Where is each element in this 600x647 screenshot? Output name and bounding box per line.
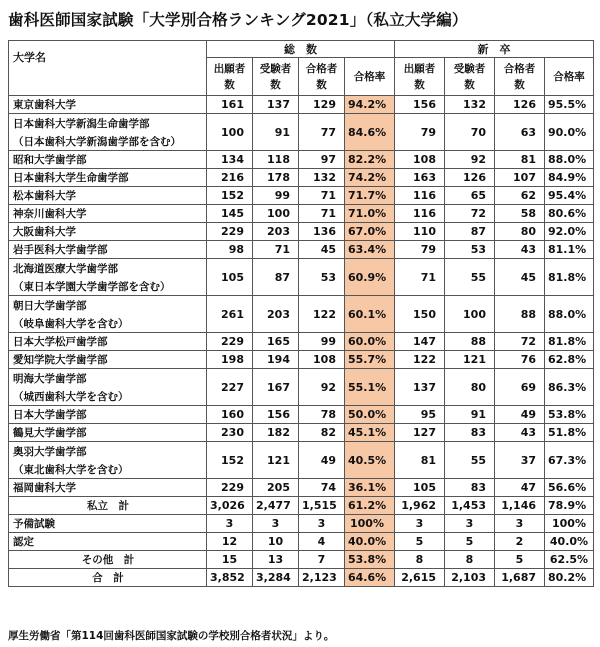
- total-group-header: 総 数: [207, 41, 395, 58]
- university-name: [9, 351, 207, 369]
- total-pass-rate: 40.0%: [345, 533, 395, 551]
- new-app-cell: 147: [395, 333, 445, 351]
- total-exam-cell: 203: [253, 223, 299, 241]
- university-name: [9, 569, 207, 587]
- total-exam-cell: 178: [253, 169, 299, 187]
- total-pass-rate: 94.2%: [345, 96, 395, 114]
- university-name-note: （日本歯科大学新潟歯学部を含む）: [13, 135, 181, 148]
- total-exam-cell: 3,284: [253, 569, 299, 587]
- total-passers-header: 合格者 数: [299, 58, 345, 96]
- new-rate-cell: 81.8%: [545, 333, 594, 351]
- university-name-line: 松本歯科大学: [13, 190, 76, 202]
- new-exam-cell: 83: [445, 479, 495, 497]
- university-name-line: 大阪歯科大学: [13, 226, 76, 238]
- university-name-line: 神奈川歯科大学: [13, 208, 87, 220]
- total-app-cell: 160: [207, 406, 253, 424]
- new-exam-cell: 121: [445, 351, 495, 369]
- university-name-line: 東京歯科大学: [13, 99, 76, 111]
- new-rate-cell: 62.5%: [545, 551, 594, 569]
- total-pass-cell: 2,123: [299, 569, 345, 587]
- total-pass-rate: 61.2%: [345, 497, 395, 515]
- new-app-cell: 8: [395, 551, 445, 569]
- total-app-cell: 229: [207, 223, 253, 241]
- university-name-note: （城西歯科大学を含む）: [13, 390, 129, 403]
- table-row: [9, 259, 594, 296]
- new-exam-cell: 91: [445, 406, 495, 424]
- total-pass-cell: 7: [299, 551, 345, 569]
- new-rate-cell: 67.3%: [545, 442, 594, 479]
- new-pass-cell: 126: [495, 96, 545, 114]
- page-title: 歯科医師国家試験「大学別合格ランキング2021」（私立大学編）: [8, 11, 468, 29]
- ranking-table: [8, 40, 594, 587]
- total-pass-rate: 60.1%: [345, 296, 395, 333]
- new-pass-cell: 47: [495, 479, 545, 497]
- total-exam-cell: 71: [253, 241, 299, 259]
- new-exam-cell: 55: [445, 259, 495, 296]
- university-name: [9, 169, 207, 187]
- new-rate-cell: 88.0%: [545, 151, 594, 169]
- table-row: [9, 533, 594, 551]
- new-pass-cell: 45: [495, 259, 545, 296]
- table-row: [9, 479, 594, 497]
- university-name-line: 鶴見大学歯学部: [13, 427, 87, 439]
- new-exam-cell: 72: [445, 205, 495, 223]
- university-name: [9, 369, 207, 406]
- new-app-cell: 108: [395, 151, 445, 169]
- new-app-cell: 122: [395, 351, 445, 369]
- new-exam-cell: 55: [445, 442, 495, 479]
- total-app-cell: 230: [207, 424, 253, 442]
- university-name: [9, 333, 207, 351]
- new-pass-cell: 49: [495, 406, 545, 424]
- new-pass-cell: 2: [495, 533, 545, 551]
- new-exam-cell: 100: [445, 296, 495, 333]
- total-pass-rate: 60.9%: [345, 259, 395, 296]
- new-pass-cell: 76: [495, 351, 545, 369]
- total-pass-cell: 49: [299, 442, 345, 479]
- university-name-line: 日本大学松戸歯学部: [13, 336, 108, 348]
- new-pass-cell: 107: [495, 169, 545, 187]
- total-exam-cell: 99: [253, 187, 299, 205]
- university-name-line: 昭和大学歯学部: [13, 154, 87, 166]
- new-exam-cell: 8: [445, 551, 495, 569]
- total-app-cell: 229: [207, 479, 253, 497]
- total-app-cell: 105: [207, 259, 253, 296]
- new-exam-cell: 83: [445, 424, 495, 442]
- table-row: [9, 369, 594, 406]
- total-pass-cell: 99: [299, 333, 345, 351]
- table-row: [9, 497, 594, 515]
- new-pass-cell: 5: [495, 551, 545, 569]
- total-app-cell: 152: [207, 187, 253, 205]
- new-app-cell: 116: [395, 205, 445, 223]
- new-rate-cell: 84.9%: [545, 169, 594, 187]
- new-pass-cell: 1,146: [495, 497, 545, 515]
- new-app-cell: 137: [395, 369, 445, 406]
- university-name: [9, 259, 207, 296]
- new-pass-cell: 88: [495, 296, 545, 333]
- total-exam-cell: 167: [253, 369, 299, 406]
- total-pass-cell: 45: [299, 241, 345, 259]
- university-name-line: 合 計: [92, 572, 124, 584]
- university-name-line: 朝日大学歯学部: [13, 299, 87, 312]
- table-row: [9, 351, 594, 369]
- university-name-line: 北海道医療大学歯学部: [13, 262, 118, 275]
- new-rate-cell: 100%: [545, 515, 594, 533]
- total-app-cell: 98: [207, 241, 253, 259]
- table-row: [9, 151, 594, 169]
- new-rate-cell: 81.8%: [545, 259, 594, 296]
- table-row: [9, 187, 594, 205]
- new-rate-cell: 53.8%: [545, 406, 594, 424]
- new-rate-cell: 40.0%: [545, 533, 594, 551]
- total-pass-rate: 40.5%: [345, 442, 395, 479]
- total-pass-rate: 74.2%: [345, 169, 395, 187]
- table-row: [9, 424, 594, 442]
- new-app-cell: 105: [395, 479, 445, 497]
- university-name-note: （東北歯科大学を含む）: [13, 463, 129, 476]
- university-name-line: 岩手医科大学歯学部: [13, 244, 108, 256]
- new-exam-cell: 2,103: [445, 569, 495, 587]
- table-row: [9, 515, 594, 533]
- total-app-cell: 100: [207, 114, 253, 151]
- new-app-cell: 79: [395, 241, 445, 259]
- new-rate-cell: 90.0%: [545, 114, 594, 151]
- total-app-cell: 152: [207, 442, 253, 479]
- total-exam-cell: 194: [253, 351, 299, 369]
- total-exam-cell: 165: [253, 333, 299, 351]
- total-app-cell: 145: [207, 205, 253, 223]
- total-app-cell: 198: [207, 351, 253, 369]
- total-exam-cell: 3: [253, 515, 299, 533]
- total-app-cell: 12: [207, 533, 253, 551]
- new-examinees-header: 受験者 数: [445, 58, 495, 96]
- total-pass-rate: 55.7%: [345, 351, 395, 369]
- university-name: [9, 114, 207, 151]
- university-name-note: （東日本学園大学歯学部を含む）: [13, 280, 171, 293]
- university-name-line: 予備試験: [13, 518, 55, 530]
- new-exam-cell: 65: [445, 187, 495, 205]
- total-pass-rate: 63.4%: [345, 241, 395, 259]
- new-app-cell: 71: [395, 259, 445, 296]
- source-footnote: 厚生労働省「第114回歯科医師国家試験の学校別合格者状況」より。: [8, 630, 335, 642]
- total-pass-cell: 92: [299, 369, 345, 406]
- total-pass-cell: 122: [299, 296, 345, 333]
- total-pass-rate: 55.1%: [345, 369, 395, 406]
- new-pass-cell: 81: [495, 151, 545, 169]
- total-pass-rate: 84.6%: [345, 114, 395, 151]
- total-app-cell: 15: [207, 551, 253, 569]
- total-app-cell: 261: [207, 296, 253, 333]
- new-exam-cell: 80: [445, 369, 495, 406]
- new-rate-cell: 95.5%: [545, 96, 594, 114]
- table-row: [9, 205, 594, 223]
- total-exam-cell: 137: [253, 96, 299, 114]
- university-name-line: 私立 計: [87, 500, 129, 512]
- new-rate-cell: 51.8%: [545, 424, 594, 442]
- university-name: [9, 187, 207, 205]
- total-exam-cell: 203: [253, 296, 299, 333]
- total-exam-cell: 182: [253, 424, 299, 442]
- new-rate-cell: 86.3%: [545, 369, 594, 406]
- university-name-line: 福岡歯科大学: [13, 482, 76, 494]
- total-exam-cell: 13: [253, 551, 299, 569]
- total-exam-cell: 205: [253, 479, 299, 497]
- university-name: [9, 479, 207, 497]
- university-name: [9, 296, 207, 333]
- total-pass-cell: 77: [299, 114, 345, 151]
- new-applicants-header: 出願者 数: [395, 58, 445, 96]
- new-exam-cell: 92: [445, 151, 495, 169]
- table-row: [9, 569, 594, 587]
- table-body: [9, 96, 594, 587]
- university-name-line: 明海大学歯学部: [13, 372, 87, 385]
- total-pass-cell: 78: [299, 406, 345, 424]
- total-app-cell: 3,026: [207, 497, 253, 515]
- total-pass-cell: 136: [299, 223, 345, 241]
- new-app-cell: 127: [395, 424, 445, 442]
- total-applicants-header: 出願者 数: [207, 58, 253, 96]
- university-name: [9, 515, 207, 533]
- total-pass-rate: 36.1%: [345, 479, 395, 497]
- university-name-line: 日本歯科大学新潟生命歯学部: [13, 117, 150, 130]
- university-name: [9, 406, 207, 424]
- total-exam-cell: 87: [253, 259, 299, 296]
- total-pass-rate: 82.2%: [345, 151, 395, 169]
- new-app-cell: 116: [395, 187, 445, 205]
- new-grad-group-header: 新 卒: [395, 41, 594, 58]
- university-name: [9, 96, 207, 114]
- total-pass-cell: 4: [299, 533, 345, 551]
- total-app-cell: 161: [207, 96, 253, 114]
- total-pass-cell: 1,515: [299, 497, 345, 515]
- university-name: [9, 151, 207, 169]
- new-app-cell: 150: [395, 296, 445, 333]
- new-rate-cell: 81.1%: [545, 241, 594, 259]
- total-pass-cell: 71: [299, 187, 345, 205]
- new-rate-cell: 62.8%: [545, 351, 594, 369]
- university-name: [9, 497, 207, 515]
- total-pass-rate: 60.0%: [345, 333, 395, 351]
- total-pass-cell: 132: [299, 169, 345, 187]
- total-pass-rate: 50.0%: [345, 406, 395, 424]
- total-pass-rate: 45.1%: [345, 424, 395, 442]
- university-name: [9, 205, 207, 223]
- new-rate-cell: 56.6%: [545, 479, 594, 497]
- university-name: [9, 533, 207, 551]
- table-row: [9, 223, 594, 241]
- university-name-line: その他 計: [81, 554, 135, 566]
- new-exam-cell: 126: [445, 169, 495, 187]
- new-rate-cell: 80.2%: [545, 569, 594, 587]
- university-name-line: 日本歯科大学生命歯学部: [13, 172, 129, 184]
- new-exam-cell: 88: [445, 333, 495, 351]
- total-pass-cell: 71: [299, 205, 345, 223]
- table-row: [9, 406, 594, 424]
- new-app-cell: 2,615: [395, 569, 445, 587]
- total-pass-cell: 74: [299, 479, 345, 497]
- total-app-cell: 3: [207, 515, 253, 533]
- total-app-cell: 227: [207, 369, 253, 406]
- new-pass-cell: 1,687: [495, 569, 545, 587]
- total-exam-cell: 91: [253, 114, 299, 151]
- new-pass-cell: 62: [495, 187, 545, 205]
- total-exam-cell: 118: [253, 151, 299, 169]
- new-exam-cell: 87: [445, 223, 495, 241]
- new-pass-cell: 63: [495, 114, 545, 151]
- total-exam-cell: 2,477: [253, 497, 299, 515]
- new-pass-cell: 43: [495, 241, 545, 259]
- new-rate-header: 合格率: [545, 58, 594, 96]
- new-pass-cell: 72: [495, 333, 545, 351]
- table-row: [9, 551, 594, 569]
- total-examinees-header: 受験者 数: [253, 58, 299, 96]
- new-app-cell: 163: [395, 169, 445, 187]
- university-name-line: 認定: [13, 536, 34, 548]
- total-pass-cell: 129: [299, 96, 345, 114]
- new-app-cell: 1,962: [395, 497, 445, 515]
- table-row: [9, 333, 594, 351]
- new-exam-cell: 132: [445, 96, 495, 114]
- new-rate-cell: 78.9%: [545, 497, 594, 515]
- new-exam-cell: 3: [445, 515, 495, 533]
- total-pass-cell: 97: [299, 151, 345, 169]
- total-pass-rate: 71.7%: [345, 187, 395, 205]
- university-name-note: （岐阜歯科大学を含む）: [13, 317, 129, 330]
- new-pass-cell: 3: [495, 515, 545, 533]
- total-pass-cell: 53: [299, 259, 345, 296]
- new-app-cell: 3: [395, 515, 445, 533]
- new-rate-cell: 88.0%: [545, 296, 594, 333]
- new-app-cell: 95: [395, 406, 445, 424]
- total-exam-cell: 100: [253, 205, 299, 223]
- total-pass-rate: 64.6%: [345, 569, 395, 587]
- total-exam-cell: 10: [253, 533, 299, 551]
- table-row: [9, 241, 594, 259]
- new-app-cell: 81: [395, 442, 445, 479]
- total-rate-header: 合格率: [345, 58, 395, 96]
- new-rate-cell: 95.4%: [545, 187, 594, 205]
- new-rate-cell: 80.6%: [545, 205, 594, 223]
- new-pass-cell: 37: [495, 442, 545, 479]
- university-name-line: 愛知学院大学歯学部: [13, 354, 108, 366]
- total-app-cell: 3,852: [207, 569, 253, 587]
- table-row: [9, 96, 594, 114]
- table-row: [9, 296, 594, 333]
- university-name-line: 奥羽大学歯学部: [13, 445, 87, 458]
- university-header: 大学名: [9, 41, 207, 96]
- new-rate-cell: 92.0%: [545, 223, 594, 241]
- table-row: [9, 442, 594, 479]
- total-app-cell: 216: [207, 169, 253, 187]
- university-name-line: 日本大学歯学部: [13, 409, 87, 421]
- new-app-cell: 110: [395, 223, 445, 241]
- total-pass-rate: 53.8%: [345, 551, 395, 569]
- total-exam-cell: 121: [253, 442, 299, 479]
- university-name: [9, 442, 207, 479]
- university-name: [9, 223, 207, 241]
- total-app-cell: 134: [207, 151, 253, 169]
- new-pass-cell: 43: [495, 424, 545, 442]
- total-pass-rate: 100%: [345, 515, 395, 533]
- new-app-cell: 5: [395, 533, 445, 551]
- new-pass-cell: 69: [495, 369, 545, 406]
- new-app-cell: 156: [395, 96, 445, 114]
- university-name: [9, 424, 207, 442]
- new-exam-cell: 70: [445, 114, 495, 151]
- total-app-cell: 229: [207, 333, 253, 351]
- new-pass-cell: 80: [495, 223, 545, 241]
- university-name: [9, 551, 207, 569]
- table-row: [9, 169, 594, 187]
- total-pass-rate: 71.0%: [345, 205, 395, 223]
- table-row: [9, 114, 594, 151]
- total-pass-rate: 67.0%: [345, 223, 395, 241]
- total-exam-cell: 156: [253, 406, 299, 424]
- total-pass-cell: 108: [299, 351, 345, 369]
- total-pass-cell: 82: [299, 424, 345, 442]
- new-pass-cell: 58: [495, 205, 545, 223]
- new-exam-cell: 53: [445, 241, 495, 259]
- total-pass-cell: 3: [299, 515, 345, 533]
- new-exam-cell: 5: [445, 533, 495, 551]
- new-app-cell: 79: [395, 114, 445, 151]
- new-exam-cell: 1,453: [445, 497, 495, 515]
- new-passers-header: 合格者 数: [495, 58, 545, 96]
- university-name: [9, 241, 207, 259]
